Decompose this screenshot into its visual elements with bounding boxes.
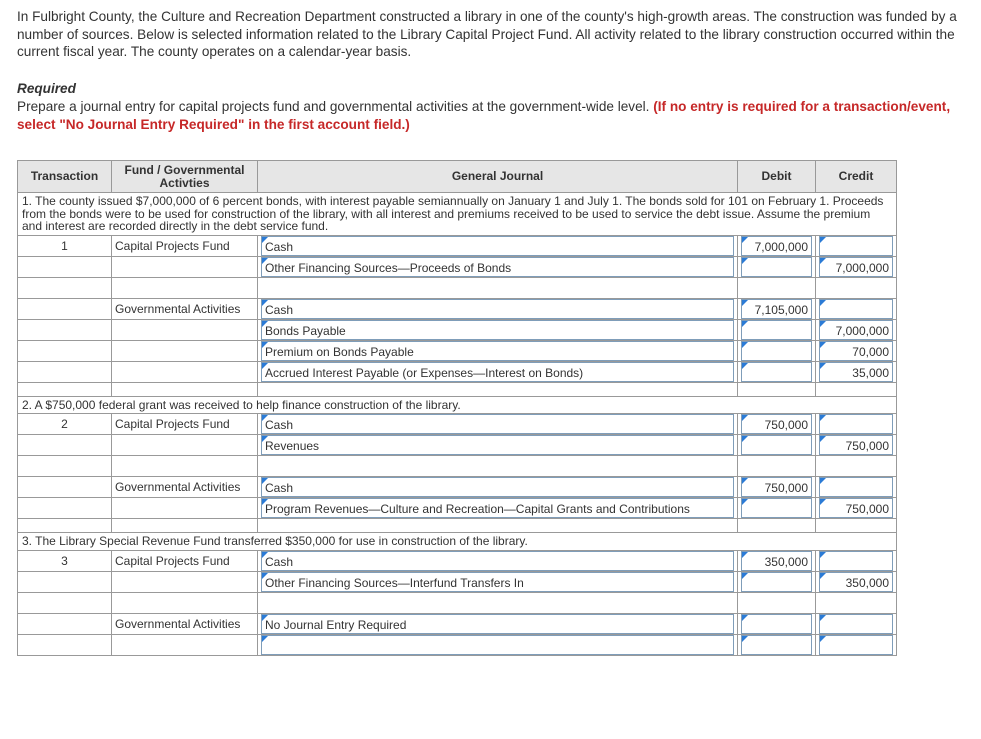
table-row [18,414,897,435]
fund-label: Capital Projects Fund [112,550,258,571]
debit-input[interactable]: 7,105,000 [741,299,812,319]
fund-label: Capital Projects Fund [112,235,258,256]
account-select[interactable]: Other Financing Sources—Proceeds of Bonds [261,257,734,277]
credit-input[interactable] [819,551,893,571]
debit-input[interactable] [741,635,812,655]
account-select[interactable]: Premium on Bonds Payable [261,341,734,361]
table-row [18,498,897,519]
fund-label [112,435,258,456]
credit-input[interactable]: 750,000 [819,435,893,455]
credit-input[interactable] [819,614,893,634]
debit-input[interactable]: 750,000 [741,414,812,434]
account-select[interactable]: Cash [261,299,734,319]
debit-input[interactable]: 7,000,000 [741,236,812,256]
account-select[interactable]: Bonds Payable [261,320,734,340]
debit-cell [738,277,816,298]
table-row [18,477,897,498]
transaction-description: 2. A $750,000 federal grant was received to help finance construction of the library. [18,396,897,414]
debit-input[interactable] [741,435,812,455]
transaction-description-row [18,396,897,414]
table-row [18,592,897,613]
table-header-row [18,161,897,193]
header-general-journal: General Journal [258,161,738,193]
debit-input[interactable] [741,614,812,634]
required-text: Prepare a journal entry for capital projects fund and governmental activities at the government-wide level. [17,99,650,114]
table-row [18,571,897,592]
spacer-row [18,519,897,533]
account-select[interactable]: Other Financing Sources—Interfund Transfers In [261,572,734,592]
header-debit: Debit [738,161,816,193]
account-select[interactable]: Cash [261,551,734,571]
credit-input[interactable] [819,299,893,319]
transaction-number [18,634,112,655]
credit-input[interactable] [819,414,893,434]
debit-input[interactable]: 350,000 [741,551,812,571]
credit-input[interactable]: 750,000 [819,498,893,518]
transaction-number [18,477,112,498]
required-instructions [17,98,972,134]
account-select[interactable]: Program Revenues—Culture and Recreation—Capital Grants and Contributions [261,498,734,518]
account-select[interactable]: Cash [261,414,734,434]
transaction-description: 3. The Library Special Revenue Fund transferred $350,000 for use in construction of the library. [18,533,897,551]
transaction-number [18,277,112,298]
required-heading: Required [17,81,76,96]
table-row [18,340,897,361]
debit-input[interactable] [741,257,812,277]
fund-label [112,361,258,382]
table-row [18,235,897,256]
transaction-number [18,498,112,519]
debit-input[interactable] [741,341,812,361]
credit-input[interactable]: 35,000 [819,362,893,382]
header-fund: Fund / Governmental Activties [112,161,258,193]
problem-intro: In Fulbright County, the Culture and Recreation Department constructed a library in one of the county's high-growth areas. The construction was funded by a number of sources. Below is selected information related to the Library Capital Project Fund. All activity related to the library construction occurred within the current fiscal year. The county operates on a calendar-year basis. [17,9,957,59]
transaction-number: 3 [18,550,112,571]
debit-input[interactable]: 750,000 [741,477,812,497]
credit-input[interactable]: 350,000 [819,572,893,592]
fund-label [112,634,258,655]
fund-label [112,498,258,519]
transaction-number [18,613,112,634]
transaction-number [18,435,112,456]
fund-label [112,340,258,361]
fund-label [112,256,258,277]
credit-cell [816,277,897,298]
transaction-number [18,298,112,319]
table-row [18,277,897,298]
fund-label: Capital Projects Fund [112,414,258,435]
fund-label [112,277,258,298]
account-cell [258,277,738,298]
credit-input[interactable] [819,477,893,497]
table-row [18,550,897,571]
account-select[interactable]: No Journal Entry Required [261,614,734,634]
table-row [18,298,897,319]
transaction-number: 2 [18,414,112,435]
table-row [18,256,897,277]
account-select[interactable]: Revenues [261,435,734,455]
account-select[interactable]: Cash [261,236,734,256]
transaction-number [18,319,112,340]
fund-label: Governmental Activities [112,298,258,319]
table-row [18,613,897,634]
account-select[interactable]: Accrued Interest Payable (or Expenses—Interest on Bonds) [261,362,734,382]
credit-input[interactable] [819,236,893,256]
fund-label: Governmental Activities [112,477,258,498]
transaction-number [18,340,112,361]
fund-label [112,571,258,592]
table-row [18,361,897,382]
journal-entry-table [17,160,897,656]
required-emphasis: (If no entry is required for a transaction/event, select "No Journal Entry Required" in the first account field.) [17,99,951,132]
transaction-description-row [18,193,897,236]
transaction-description: 1. The county issued $7,000,000 of 6 percent bonds, with interest payable semiannually on January 1 and July 1. The bonds sold for 101 on February 1. Proceeds from the bonds were to be used for construction of the library, with all interest and premiums received to be used to service the debt issue. Assume the premium and interest are recorded directly in the debt service fund. [18,193,897,236]
spacer-row [18,382,897,396]
credit-input[interactable]: 70,000 [819,341,893,361]
table-row [18,456,897,477]
transaction-number [18,361,112,382]
debit-input[interactable] [741,572,812,592]
account-select[interactable] [261,635,734,655]
table-row [18,435,897,456]
table-row [18,319,897,340]
account-select[interactable]: Cash [261,477,734,497]
credit-input[interactable]: 7,000,000 [819,257,893,277]
transaction-number [18,571,112,592]
debit-input[interactable] [741,498,812,518]
transaction-number [18,256,112,277]
fund-label: Governmental Activities [112,613,258,634]
table-row [18,634,897,655]
fund-label [112,319,258,340]
transaction-number: 1 [18,235,112,256]
credit-input[interactable]: 7,000,000 [819,320,893,340]
header-transaction: Transaction [18,161,112,193]
credit-input[interactable] [819,635,893,655]
header-credit: Credit [816,161,897,193]
debit-input[interactable] [741,320,812,340]
transaction-description-row [18,533,897,551]
debit-input[interactable] [741,362,812,382]
